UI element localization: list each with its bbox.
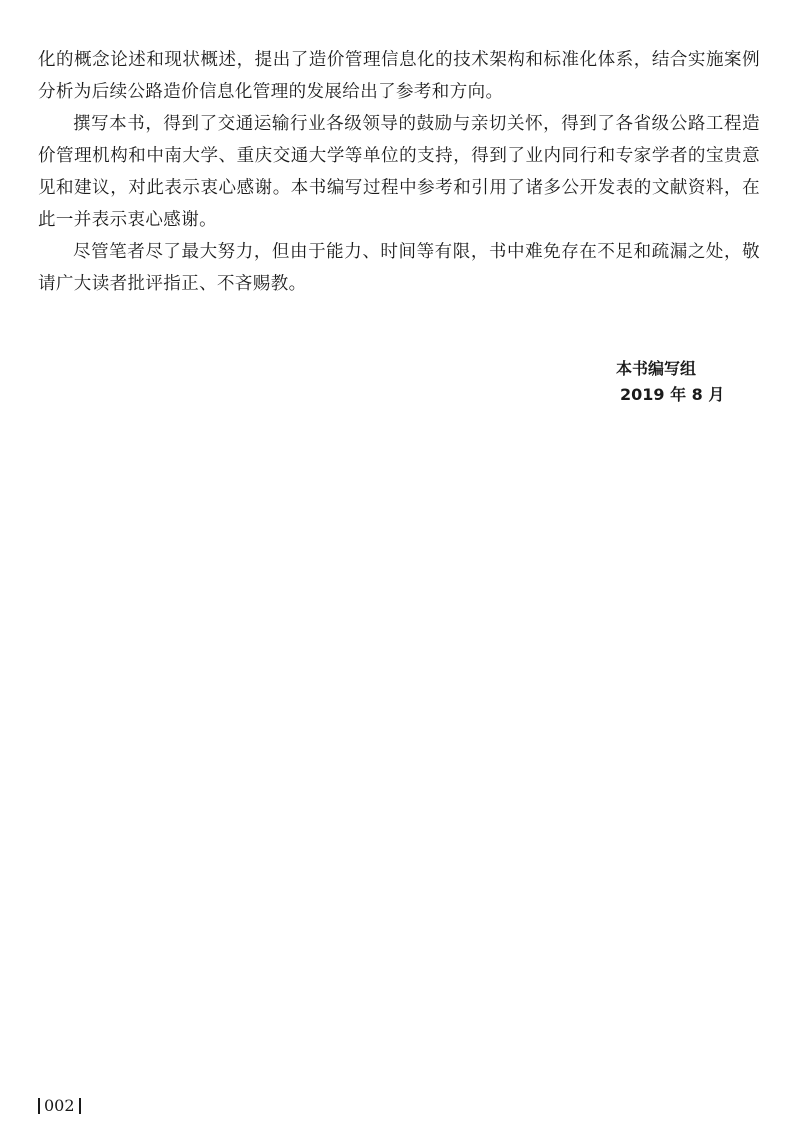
page-number [38, 1096, 81, 1116]
signature-block [560, 356, 760, 408]
paragraph-disclaimer: 尽管笔者尽了最大努力，但由于能力、时间等有限，书中难免存在不足和疏漏之处，敬请广大读者批评指正、不吝赐教。 [38, 242, 760, 294]
paragraph-continuation: 化的概念论述和现状概述，提出了造价管理信息化的技术架构和标准化体系，结合实施案例分析为后续公路造价信息化管理的发展给出了参考和方向。 [38, 50, 760, 102]
signature-date: 2019 年 8 月 [620, 385, 725, 404]
author-group: 本书编写组 [616, 359, 697, 378]
paragraph-acknowledgements: 撰写本书，得到了交通运输行业各级领导的鼓励与亲切关怀，得到了各省级公路工程造价管理机构和中南大学、重庆交通大学等单位的支持，得到了业内同行和专家学者的宝贵意见和建议，对此表示衷心感谢。本书编写过程中参考和引用了诸多公开发表的文献资料，在此一并表示衷心感谢。 [38, 114, 760, 230]
preface-body [38, 44, 760, 300]
page-number-right-bar [79, 1098, 81, 1114]
page-number-left-bar [38, 1098, 40, 1114]
page-number-value: 002 [44, 1096, 75, 1115]
